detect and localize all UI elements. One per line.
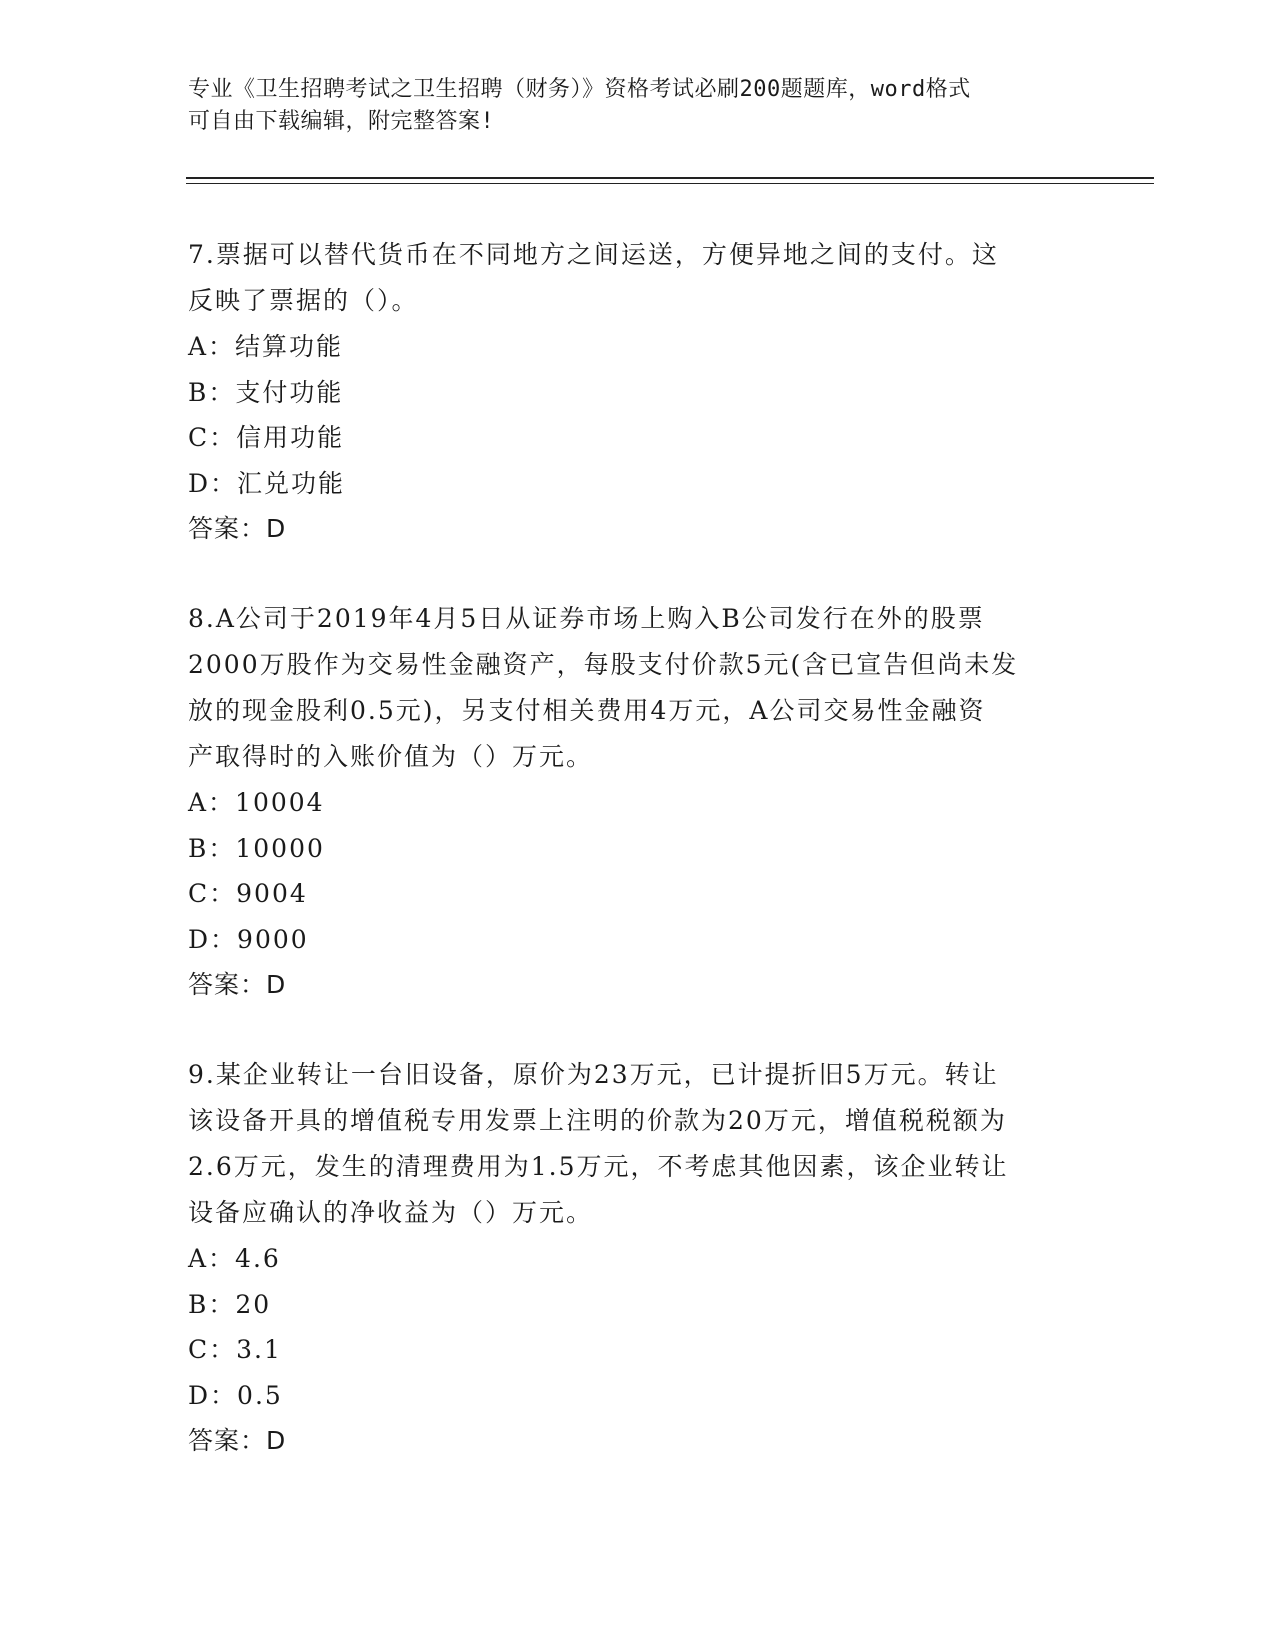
question-stem: 产取得时的入账价值为（）万元。 <box>188 742 594 771</box>
option-d: D：0.5 <box>188 1380 283 1410</box>
question-stem: 7.票据可以替代货币在不同地方之间运送，方便异地之间的支付。这 <box>188 240 999 269</box>
option-c: C：3.1 <box>188 1335 282 1364</box>
option-d: D：汇兑功能 <box>188 468 346 498</box>
header-line: 专业《卫生招聘考试之卫生招聘（财务）》资格考试必刷200题题库，word格式 <box>188 77 971 102</box>
document-header <box>188 74 1088 138</box>
answer-line: 答案：D <box>188 970 287 999</box>
question-stem: 放的现金股利0.5元)，另支付相关费用4万元，A公司交易性金融资 <box>188 696 986 725</box>
option-a: A：4.6 <box>188 1244 281 1273</box>
header-divider-thin <box>186 183 1154 184</box>
option-a: A：结算功能 <box>188 332 344 361</box>
question-block <box>188 1052 1088 1464</box>
question-stem: 2.6万元，发生的清理费用为1.5万元，不考虑其他因素，该企业转让 <box>188 1152 1009 1181</box>
option-b: B：支付功能 <box>188 377 344 407</box>
answer-line: 答案：D <box>188 514 287 543</box>
question-stem: 2000万股作为交易性金融资产，每股支付价款5元(含已宣告但尚未发 <box>188 650 1019 679</box>
option-c: C：信用功能 <box>188 423 345 452</box>
header-line: 可自由下载编辑，附完整答案! <box>188 109 495 134</box>
option-b: B：20 <box>188 1289 272 1319</box>
question-stem: 设备应确认的净收益为（）万元。 <box>188 1198 594 1227</box>
question-stem: 反映了票据的（）。 <box>188 286 419 315</box>
option-c: C：9004 <box>188 879 308 908</box>
answer-line: 答案：D <box>188 1426 287 1455</box>
question-stem: 该设备开具的增值税专用发票上注明的价款为20万元，增值税税额为 <box>188 1106 1007 1135</box>
question-stem: 8.A公司于2019年4月5日从证券市场上购入B公司发行在外的股票 <box>188 604 985 633</box>
option-a: A：10004 <box>188 788 325 817</box>
question-block <box>188 232 1088 552</box>
question-block <box>188 596 1088 1008</box>
option-b: B：10000 <box>188 833 325 863</box>
header-divider <box>186 177 1154 179</box>
question-stem: 9.某企业转让一台旧设备，原价为23万元，已计提折旧5万元。转让 <box>188 1060 999 1089</box>
option-d: D：9000 <box>188 924 309 954</box>
